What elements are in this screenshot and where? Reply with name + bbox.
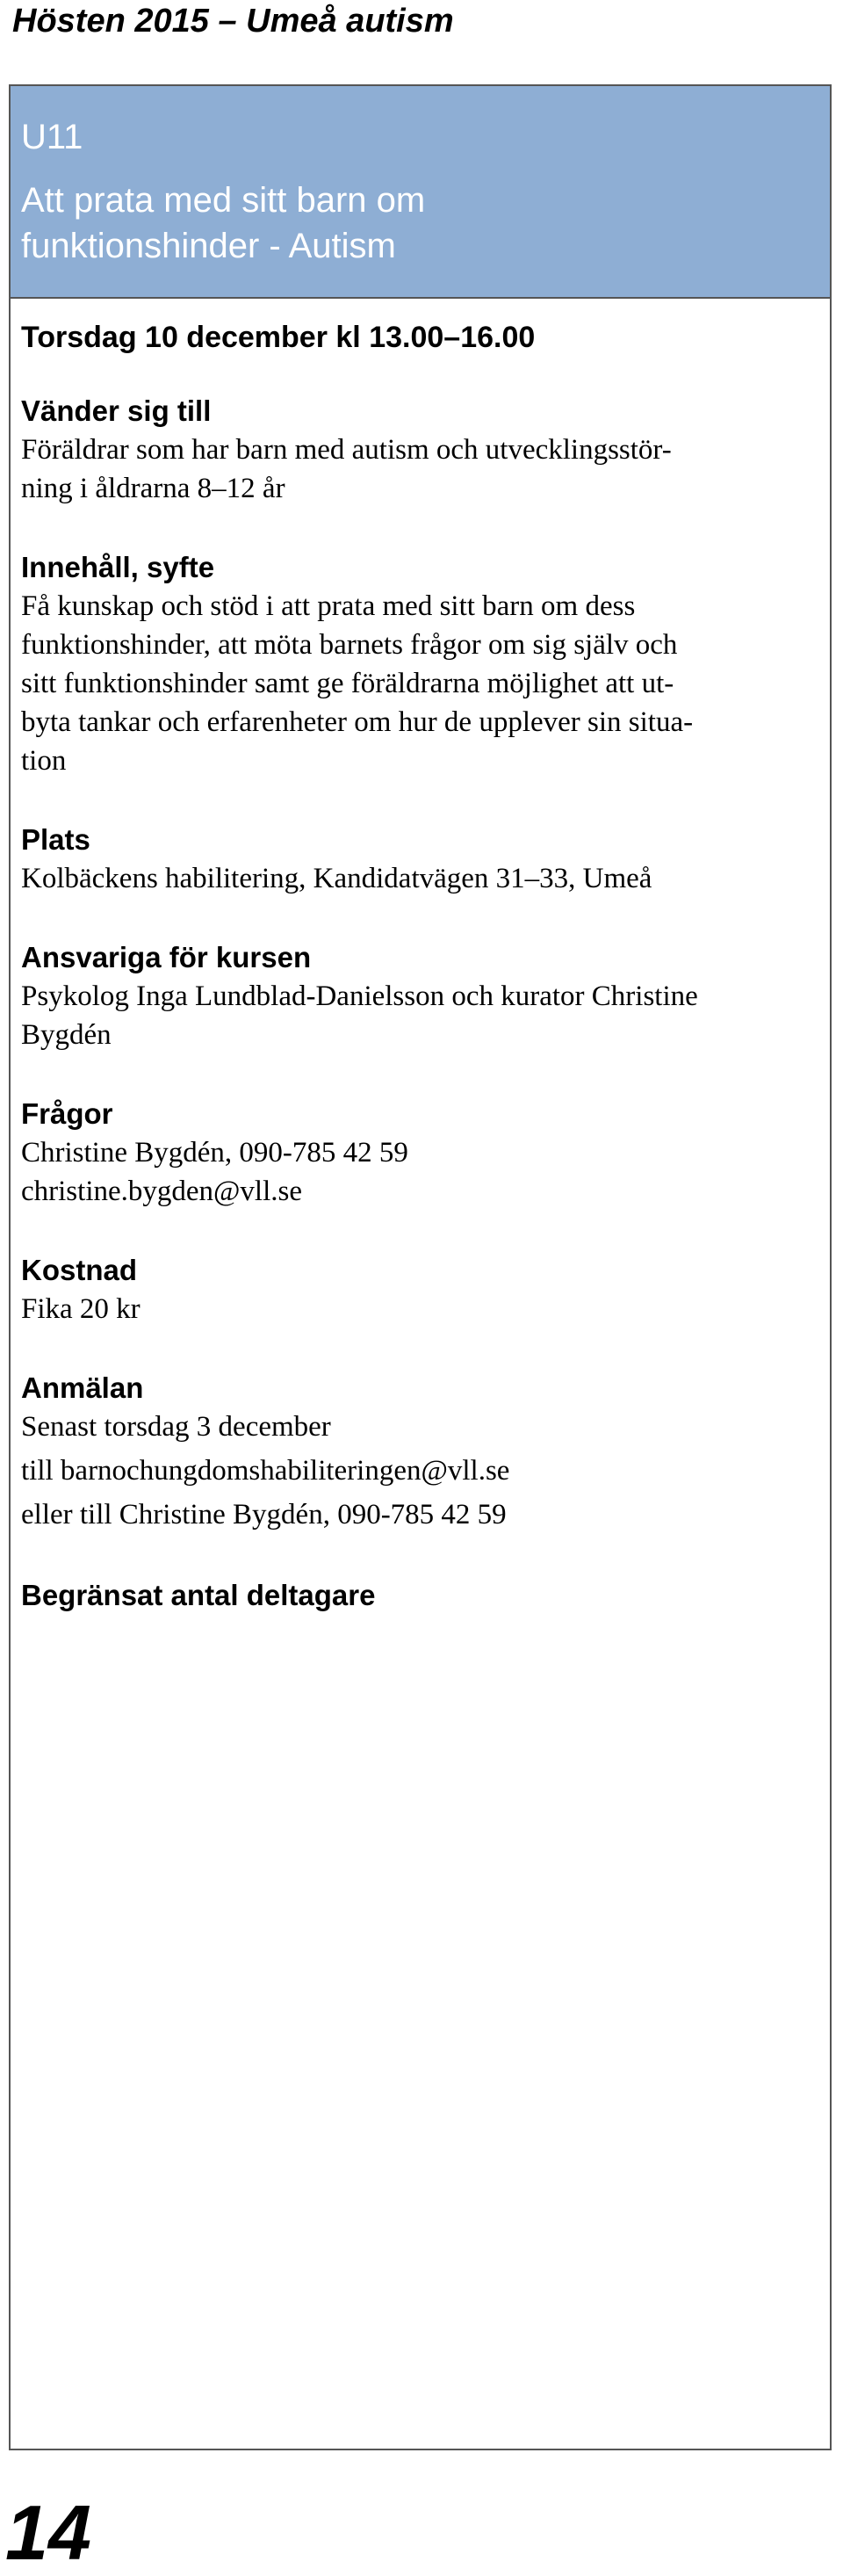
section-content	[21, 548, 819, 780]
page-header: Hösten 2015 – Umeå autism	[12, 3, 454, 40]
section-text: Senast torsdag 3 december	[21, 1411, 331, 1443]
section-heading: Frågor	[21, 1097, 113, 1130]
section-text: Få kunskap och stöd i att prata med sitt barn om dess	[21, 590, 636, 622]
section-registration	[21, 1369, 819, 1534]
course-code: U11	[21, 118, 83, 156]
course-title-line-2: funktionshinder - Autism	[21, 227, 396, 265]
section-heading: Anmälan	[21, 1371, 144, 1404]
course-body	[11, 299, 830, 1615]
section-heading: Ansvariga för kursen	[21, 941, 312, 973]
section-heading: Vänder sig till	[21, 394, 212, 427]
section-text: Fika 20 kr	[21, 1293, 140, 1325]
section-responsible	[21, 938, 819, 1054]
section-heading: Innehåll, syfte	[21, 551, 215, 583]
section-questions	[21, 1095, 819, 1211]
section-cost	[21, 1251, 819, 1328]
section-text: Psykolog Inga Lundblad-Danielsson och kurator Christine	[21, 980, 698, 1012]
section-text: eller till Christine Bygdén, 090-785 42 59	[21, 1499, 507, 1530]
section-place	[21, 821, 819, 898]
course-date: Torsdag 10 december kl 13.00–16.00	[21, 321, 536, 354]
section-text: Bygdén	[21, 1019, 112, 1051]
section-heading: Kostnad	[21, 1254, 137, 1286]
course-card	[9, 84, 832, 2450]
section-text: sitt funktionshinder samt ge föräldrarna möjlighet att ut-	[21, 668, 674, 699]
contact-phone: Christine Bygdén, 090-785 42 59	[21, 1137, 408, 1169]
section-text: Föräldrar som har barn med autism och utvecklingsstör-	[21, 434, 672, 466]
page-number: 14	[5, 2489, 91, 2576]
course-header	[11, 86, 830, 299]
section-text: byta tankar och erfarenheter om hur de upplever sin situa-	[21, 706, 694, 738]
section-heading: Plats	[21, 823, 90, 856]
section-text: funktionshinder, att möta barnets frågor om sig själv och	[21, 629, 678, 661]
section-text: ning i åldrarna 8–12 år	[21, 473, 285, 504]
section-audience	[21, 392, 819, 508]
contact-email-link[interactable]: christine.bygden@vll.se	[21, 1176, 302, 1207]
section-text: Kolbäckens habilitering, Kandidatvägen 31–33, Umeå	[21, 863, 652, 894]
limited-participants-note: Begränsat antal deltagare	[21, 1579, 376, 1611]
registration-email-link[interactable]: till barnochungdomshabiliteringen@vll.se	[21, 1455, 510, 1487]
section-text: tion	[21, 745, 67, 777]
course-title-line-1: Att prata med sitt barn om	[21, 181, 426, 220]
